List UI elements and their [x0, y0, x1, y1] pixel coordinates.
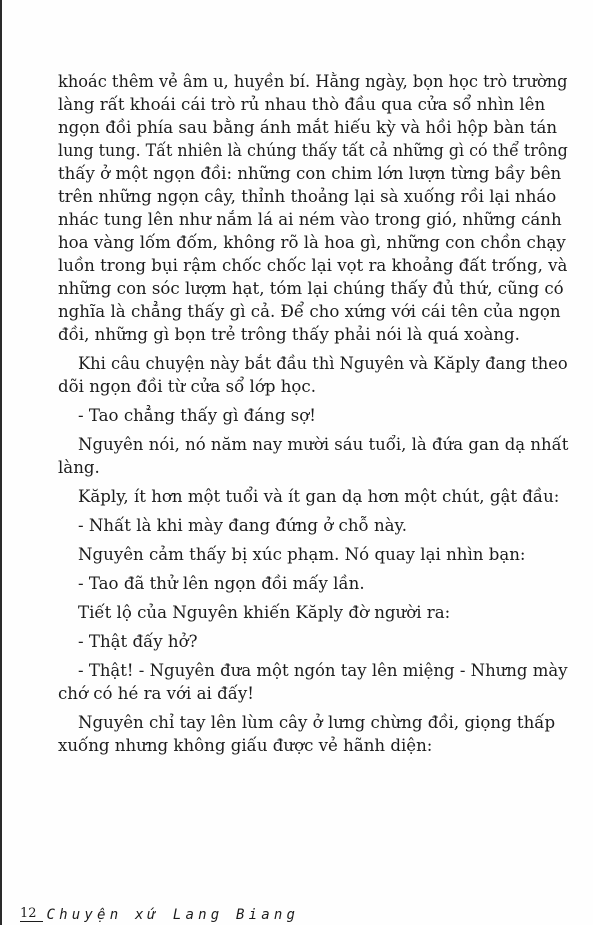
text-line: khoác thêm vẻ âm u, huyền bí. Hằng ngày, bọn học trò trường	[58, 72, 568, 91]
text-line: - Tao đã thử lên ngọn đồi mấy lần.	[78, 574, 365, 593]
text-line: Nguyên cảm thấy bị xúc phạm. Nó quay lại nhìn bạn:	[78, 545, 526, 564]
page-footer	[20, 900, 299, 922]
text-line: xuống nhưng không giấu được vẻ hãnh diện:	[58, 736, 433, 755]
text-line: làng rất khoái cái trò rủ nhau thò đầu qua cửa sổ nhìn lên	[58, 95, 546, 114]
text-line: ngọn đồi phía sau bằng ánh mắt hiếu kỳ và hồi hộp bàn tán	[58, 118, 558, 137]
text-line: Nguyên nói, nó năm nay mười sáu tuổi, là đứa gan dạ nhất	[78, 435, 569, 454]
text-line: - Nhất là khi mày đang đứng ở chỗ này.	[78, 516, 407, 535]
text-line: - Thật đấy hở?	[78, 632, 198, 651]
text-line: dõi ngọn đồi từ cửa sổ lớp học.	[58, 377, 316, 396]
text-line: nghĩa là chẳng thấy gì cả. Để cho xứng với cái tên của ngọn	[58, 302, 561, 321]
text-line: trên những ngọn cây, thỉnh thoảng lại sà xuống rồi lại nháo	[58, 187, 557, 206]
text-line: lung tung. Tất nhiên là chúng thấy tất cả những gì có thể trông	[58, 141, 568, 160]
text-line: nhác tung lên như nắm lá ai ném vào trong gió, những cánh	[58, 210, 562, 229]
text-line: làng.	[58, 458, 100, 477]
text-line: đồi, những gì bọn trẻ trông thấy phải nói là quá xoàng.	[58, 325, 520, 344]
text-line: chớ có hé ra với ai đấy!	[58, 684, 254, 703]
text-line: - Thật! - Nguyên đưa một ngón tay lên miệng - Nhưng mày	[78, 661, 568, 680]
text-line: Khi câu chuyện này bắt đầu thì Nguyên và Kăply đang theo	[78, 354, 568, 373]
running-title: Chuyện xứ Lang Biang	[46, 907, 300, 923]
text-line: hoa vàng lốm đốm, không rõ là hoa gì, những con chồn chạy	[58, 233, 566, 252]
text-line: Tiết lộ của Nguyên khiến Kăply đờ người ra:	[78, 603, 451, 622]
text-line: luồn trong bụi rậm chốc chốc lại vọt ra khoảng đất trống, và	[58, 256, 568, 275]
text-line: - Tao chẳng thấy gì đáng sợ!	[78, 406, 316, 425]
text-line: Kăply, ít hơn một tuổi và ít gan dạ hơn một chút, gật đầu:	[78, 487, 560, 506]
page-number: 12	[20, 907, 43, 922]
text-line: thấy ở một ngọn đồi: những con chim lớn lượn từng bầy bên	[58, 164, 562, 183]
text-line: những con sóc lượm hạt, tóm lại chúng thấy đủ thứ, cũng có	[58, 279, 564, 298]
text-line: Nguyên chỉ tay lên lùm cây ở lưng chừng đồi, giọng thấp	[78, 713, 556, 732]
